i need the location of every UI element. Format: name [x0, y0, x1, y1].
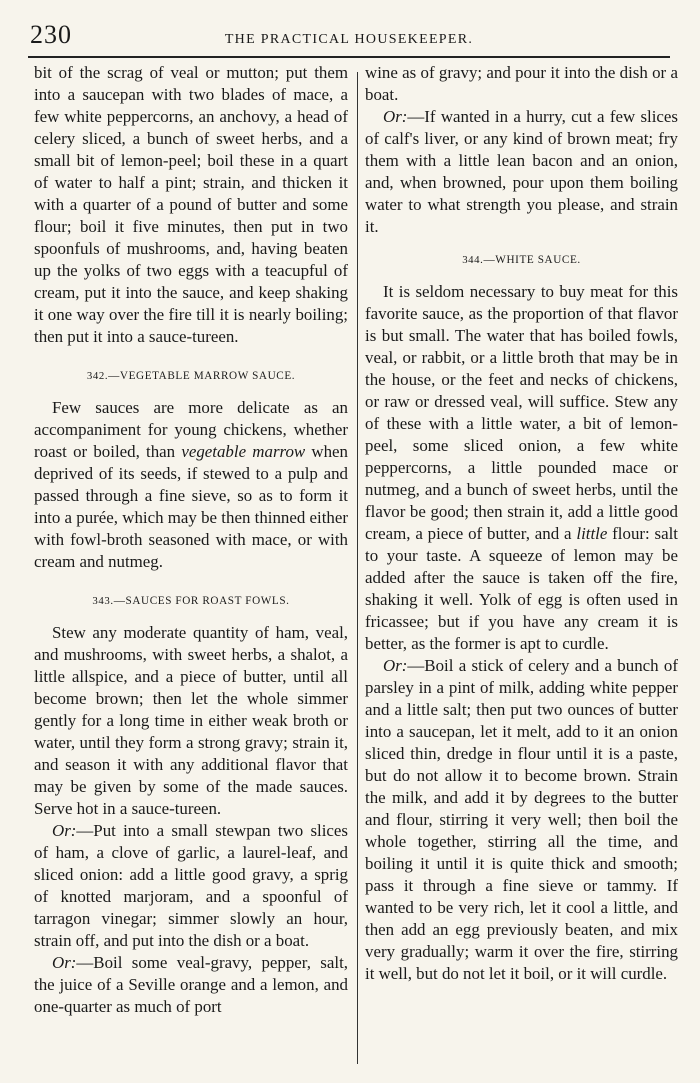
- or-label: Or:: [383, 107, 408, 126]
- section-heading-342: 342.—VEGETABLE MARROW SAUCE.: [86, 370, 296, 382]
- paragraph-alternative-3: [365, 106, 678, 238]
- continued-paragraph: bit of the scrag of veal or mutton; put them into a saucepan with two blades of mace, a few white peppercorns, an anchovy, a head of celery sliced, a bunch of sweet herbs, and a small bit of lemon-peel; boil these in a quart of water to half a pint; strain, and thicken it with a quarter of a pound of butter and some flour; boil it five minutes, then put in two spoonfuls of mushrooms, and, having beaten up the yolks of two eggs with a teacupful of cream, put it into the sauce, and keep shaking it one way over the fire till it is nearly boiling; then put it into a sauce-tureen.: [34, 63, 348, 346]
- header-rule: [28, 56, 670, 58]
- section-heading-343: 343.—SAUCES FOR ROAST FOWLS.: [92, 595, 290, 607]
- left-column: [34, 62, 348, 1018]
- paragraph-white-sauce-alternative: [365, 655, 678, 985]
- text-run: —If wanted in a hurry, cut a few slices of calf's liver, or any kind of brown meat; fry them with a little lean bacon and an onion, and, when browned, pour upon them boiling water to what strength you please, and strain it.: [365, 107, 678, 236]
- text-run: when deprived of its seeds, if stewed to a pulp and passed through a fine sieve, so as to form it into a purée, which may be then thinned either with fowl-broth seasoned with mace, or with cream and nutmeg.: [34, 442, 349, 571]
- section-title: WHITE SAUCE.: [495, 254, 581, 266]
- section-number: 344.: [462, 254, 484, 266]
- text-run: —Boil a stick of celery and a bunch of parsley in a pint of milk, adding white pepper and a little salt; then put two ounces of butter into a saucepan, let it melt, add to it an onion sliced thin, dredge in flour until it is a paste, but do not allow it to become brown. Strain the milk, and add it by degrees to the butter and flour, stirring it very well; then boil the whole together, stirring all the time, and boiling it until it is quite thick and smooth; pass it through a fine sieve or tammy. If wanted to be very rich, let it cool a little, and then add an egg previously beaten, and mix very gradually; warm it over the fire, stirring it well, but do not let it boil, or it will curdle.: [365, 656, 678, 983]
- paragraph-alternative-1: [34, 820, 348, 952]
- text-run: —Boil some veal-gravy, pepper, salt, the juice of a Seville orange and a lemon, and one-quarter as much of port: [34, 953, 348, 1016]
- text-run: flour: salt to your taste. A squeeze of lemon may be added after the sauce is taken off the fire, shaking it well. Yolk of egg is often used in fricassee; but if you have any cream it is better, as the former is apt to curdle.: [365, 524, 678, 653]
- section-number: 342.: [86, 370, 109, 382]
- section-heading-344: 344.—WHITE SAUCE.: [462, 254, 581, 266]
- page-number: 230: [30, 20, 72, 49]
- column-divider: [357, 72, 358, 1064]
- text-run: It is seldom necessary to buy meat for this favorite sauce, as the proportion of that flavor is but small. The water that has boiled fowls, veal, or rabbit, or a little broth that may be in the house, or the feet and necks of chickens, or raw or dressed veal, will suffice. Stew any of these with a little water, a bit of lemon-peel, some sliced onion, a few white peppercorns, a little pounded mace or nutmeg, and a bunch of sweet herbs, until the flavor be good; then strain it, add a little good cream, a piece of butter, and a: [365, 282, 678, 543]
- running-title: THE PRACTICAL HOUSEKEEPER.: [224, 32, 474, 47]
- italic-text: vegetable marrow: [181, 442, 306, 461]
- text-run: —Put into a small stewpan two slices of ham, a clove of garlic, a laurel-leaf, and sliced onion: add a little good gravy, a sprig of knotted marjoram, and a spoonful of tarragon vinegar; simmer slowly an hour, strain off, and put into the dish or a boat.: [34, 821, 348, 950]
- paragraph-alternative-2: [34, 952, 348, 1018]
- paragraph-white-sauce: [365, 281, 678, 655]
- section-number: 343.: [92, 595, 114, 607]
- continued-paragraph: wine as of gravy; and pour it into the dish or a boat.: [365, 63, 678, 104]
- text-run: Few sauces are more delicate as an accompaniment for young chickens, whether roast or boiled, than: [34, 398, 348, 461]
- paragraph-vegetable-marrow: [34, 397, 348, 573]
- italic-text: little: [576, 524, 608, 543]
- right-column: [365, 62, 678, 985]
- section-title: SAUCES FOR ROAST FOWLS.: [125, 595, 290, 607]
- or-label: Or:: [383, 656, 408, 675]
- or-label: Or:: [52, 953, 77, 972]
- paragraph-roast-fowls: Stew any moderate quantity of ham, veal, and mushrooms, with sweet herbs, a shalot, a little allspice, and a piece of butter, until all become brown; then let the whole simmer gently for a long time in either weak broth or water, until they form a strong gravy; strain it, and season it with any additional flavor that may be given by some of the made sauces. Serve hot in a sauce-tureen.: [34, 623, 348, 818]
- section-title: VEGETABLE MARROW SAUCE.: [119, 370, 296, 382]
- page-header: [28, 18, 670, 56]
- or-label: Or:: [52, 821, 77, 840]
